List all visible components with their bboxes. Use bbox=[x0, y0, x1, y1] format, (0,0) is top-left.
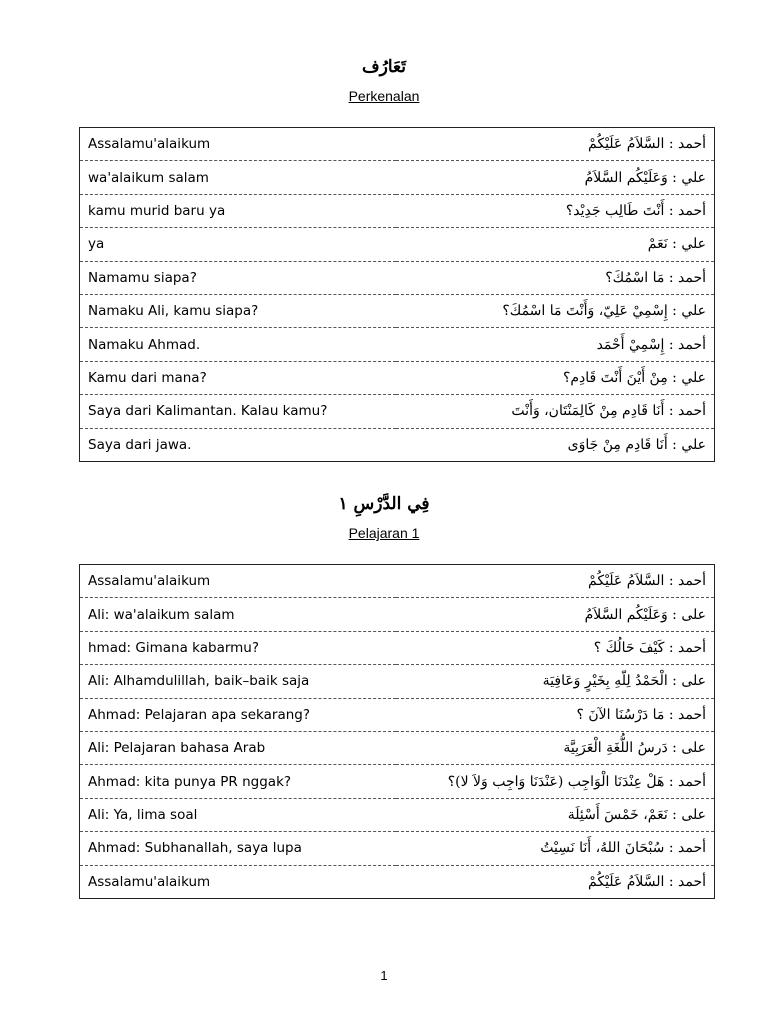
indonesian-text: Ahmad: Pelajaran apa sekarang? bbox=[80, 698, 397, 731]
section-2-subtitle: Pelajaran 1 bbox=[348, 525, 420, 541]
section-1-arabic-title: تَعَارُف bbox=[362, 57, 406, 77]
arabic-text: علي : نَعَمْ bbox=[396, 228, 715, 261]
indonesian-text: Saya dari Kalimantan. Kalau kamu? bbox=[80, 395, 397, 428]
indonesian-text: Kamu dari mana? bbox=[80, 361, 397, 394]
arabic-text: علي : مِنْ أَيْنَ أَنْتَ قَادِم؟ bbox=[396, 361, 715, 394]
indonesian-text: hmad: Gimana kabarmu? bbox=[80, 631, 397, 664]
arabic-text: على : نَعَمْ، خَمْسَ أَسْئِلَة bbox=[396, 798, 715, 831]
section-2-arabic-title: فِي الدَّرْسِ ١ bbox=[338, 494, 430, 514]
section-1-subtitle: Perkenalan bbox=[348, 88, 420, 104]
dialog-row bbox=[80, 865, 715, 898]
arabic-text: علي : وَعَلَيْكُم السَّلاَمُ bbox=[396, 161, 715, 194]
arabic-text: أحمد : السَّلاَمُ عَلَيْكُمْ bbox=[588, 573, 706, 590]
arabic-text: أحمد : كَيْفَ حَالُكَ ؟ bbox=[396, 631, 715, 664]
dialog-row bbox=[80, 631, 715, 664]
arabic-text: على : الْحَمْدُ لِلّهِ بِخَيْرٍ وَعَافِيَة bbox=[396, 665, 715, 698]
dialog-row bbox=[80, 128, 715, 161]
dialog-row bbox=[80, 328, 715, 361]
dialog-row bbox=[80, 361, 715, 394]
dialog-table-1 bbox=[79, 127, 715, 462]
indonesian-text: Ahmad: Subhanallah, saya lupa bbox=[80, 832, 397, 865]
arabic-text: على : دَرسُ اللُّغَةِ الْعَرَبِيَّة bbox=[396, 731, 715, 764]
indonesian-text: Ali: Ya, lima soal bbox=[80, 798, 397, 831]
dialog-row bbox=[80, 698, 715, 731]
dialog-row bbox=[80, 194, 715, 227]
dialog-row bbox=[80, 565, 715, 598]
arabic-text: أحمد : إِسْمِيْ أَحْمَد bbox=[396, 328, 715, 361]
indonesian-text: Namaku Ahmad. bbox=[80, 328, 397, 361]
dialog-row bbox=[80, 832, 715, 865]
dialog-row bbox=[80, 294, 715, 327]
arabic-text: أحمد : أَنَا قَادِم مِنْ كَالِمَنْتَان، وَأَنْتَ bbox=[396, 395, 715, 428]
arabic-text: أحمد : سُبْحَانَ اللهُ، أَنَا نَسِيْتُ bbox=[396, 832, 715, 865]
dialog-row bbox=[80, 261, 715, 294]
dialog-table-2 bbox=[79, 564, 715, 899]
indonesian-text: Assalamu'alaikum bbox=[88, 136, 211, 153]
dialog-row bbox=[80, 598, 715, 631]
arabic-text: أحمد : مَا دَرْسُنَا الآنَ ؟ bbox=[396, 698, 715, 731]
arabic-text: أحمد : السَّلاَمُ عَلَيْكُمْ bbox=[396, 865, 715, 898]
arabic-text: أحمد : السَّلاَمُ عَلَيْكُمْ bbox=[588, 136, 706, 153]
dialog-row bbox=[80, 665, 715, 698]
dialog-row bbox=[80, 428, 715, 461]
indonesian-text: Ali: wa'alaikum salam bbox=[80, 598, 397, 631]
indonesian-text: Ali: Pelajaran bahasa Arab bbox=[80, 731, 397, 764]
dialog-row bbox=[80, 395, 715, 428]
indonesian-text: ya bbox=[80, 228, 397, 261]
indonesian-text: Namamu siapa? bbox=[80, 261, 397, 294]
dialog-row bbox=[80, 731, 715, 764]
page-number: 1 bbox=[380, 968, 388, 983]
arabic-text: أحمد : أَنْتَ طَالِب جَدِيْد؟ bbox=[396, 194, 715, 227]
indonesian-text: Assalamu'alaikum bbox=[80, 865, 397, 898]
dialog-row bbox=[80, 228, 715, 261]
dialog-row bbox=[80, 161, 715, 194]
arabic-text: أحمد : مَا اسْمُكَ؟ bbox=[396, 261, 715, 294]
dialog-row bbox=[80, 765, 715, 798]
arabic-text: علي : أَنَا قَادِم مِنْ جَاوَى bbox=[396, 428, 715, 461]
indonesian-text: Ahmad: kita punya PR nggak? bbox=[80, 765, 397, 798]
dialog-row bbox=[80, 798, 715, 831]
arabic-text: على : وَعَلَيْكُم السَّلاَمُ bbox=[396, 598, 715, 631]
indonesian-text: wa'alaikum salam bbox=[80, 161, 397, 194]
arabic-text: علي : إِسْمِيْ عَلِيّ، وَأَنْتَ مَا اسْمُكَ؟ bbox=[396, 294, 715, 327]
indonesian-text: Ali: Alhamdulillah, baik–baik saja bbox=[80, 665, 397, 698]
arabic-text: أحمد : هَلْ عِنْدَنَا الْوَاجِب (عَنْدَنَا وَاجِب وَلاَ لا)؟ bbox=[396, 765, 715, 798]
indonesian-text: Saya dari jawa. bbox=[80, 428, 397, 461]
indonesian-text: Namaku Ali, kamu siapa? bbox=[80, 294, 397, 327]
indonesian-text: Assalamu'alaikum bbox=[88, 573, 211, 590]
indonesian-text: kamu murid baru ya bbox=[80, 194, 397, 227]
